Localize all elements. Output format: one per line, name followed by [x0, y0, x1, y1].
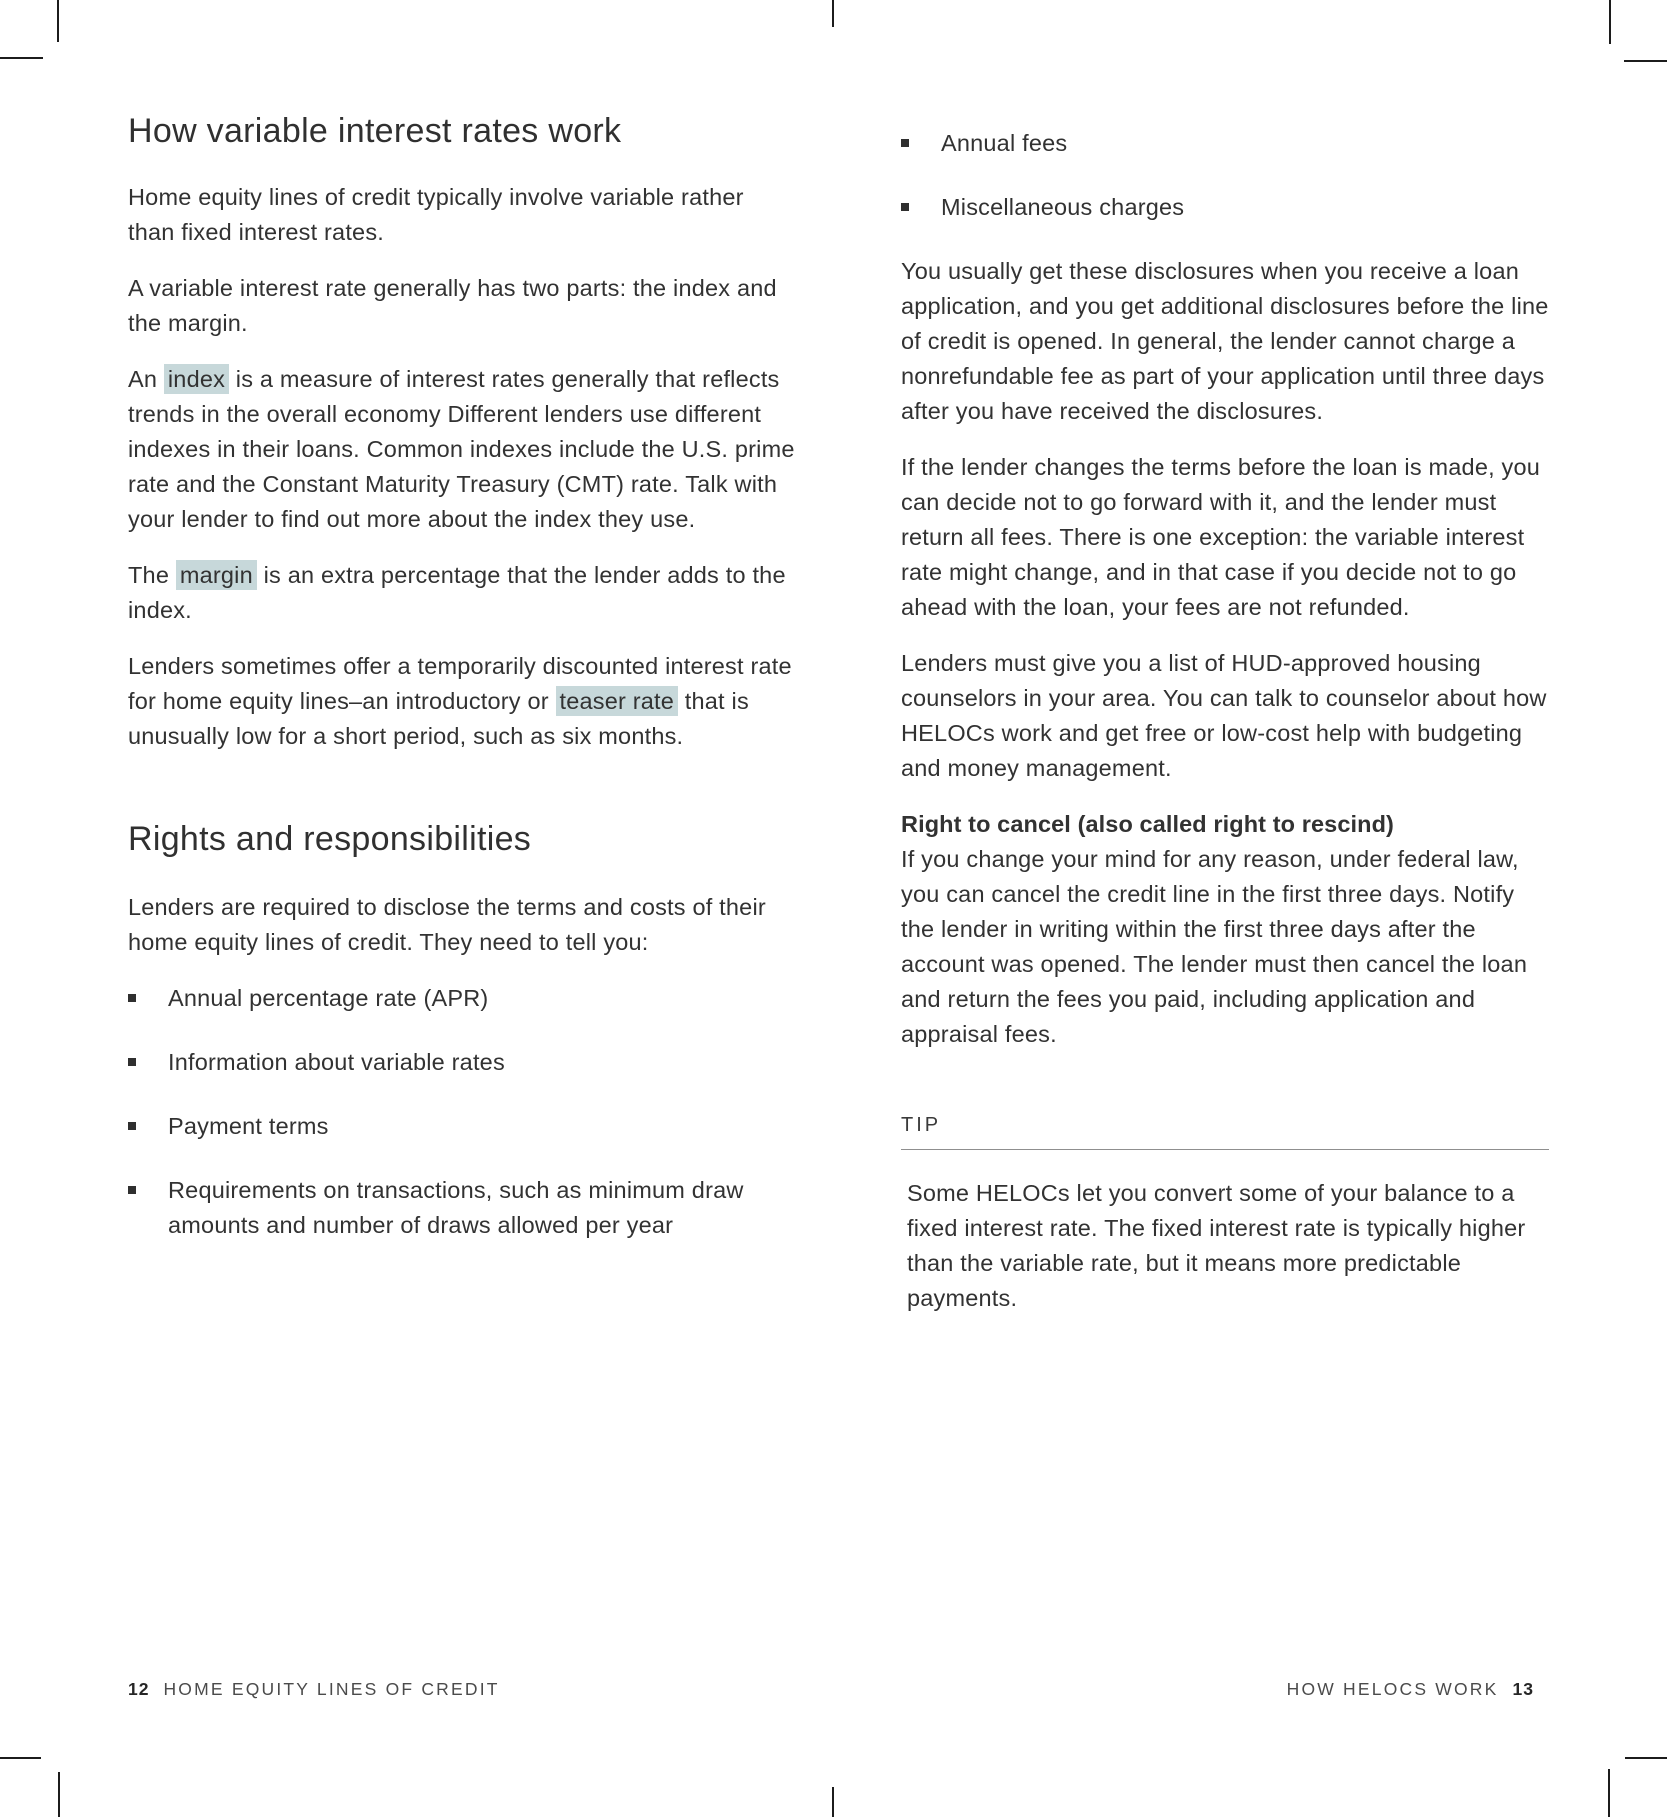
list-item-label: Information about variable rates	[168, 1049, 505, 1075]
paragraph: If the lender changes the terms before the loan is made, you can decide not to go forward with it, and the lender must return all fees. There is one exception: the variable interest rate might change, and in that case if you decide not to go ahead with the loan, your fees are not refunded.	[901, 454, 1541, 620]
crop-mark-bottom-right-horizontal	[1625, 1757, 1667, 1759]
tip-paragraph: Some HELOCs let you convert some of your balance to a fixed interest rate. The fixed interest rate is typically higher than the variable rate, but it means more predictable payments.	[907, 1180, 1526, 1311]
paragraph-with-highlight	[128, 362, 796, 537]
list-item	[128, 1109, 796, 1144]
square-bullet-icon	[901, 203, 909, 211]
text-run: Lenders sometimes offer a temporarily discounted interest rate for home equity lines–an introductory or	[128, 653, 792, 714]
square-bullet-icon	[128, 1186, 136, 1194]
crop-mark-top-right-horizontal	[1624, 60, 1667, 62]
footer-right-title: HOW HELOCS WORK	[1286, 1679, 1499, 1699]
highlighted-term-teaser-rate: teaser rate	[556, 686, 679, 716]
text-run: is a measure of interest rates generally that reflects trends in the overall economy Different lenders use different indexes in their loans. Common indexes include the U.S. prime rate and the Constant Maturity Treasury (CMT) rate. Talk with your lender to find out more about the index they use.	[128, 366, 795, 532]
square-bullet-icon	[128, 1122, 136, 1130]
paragraph-with-highlight	[128, 558, 796, 628]
paragraph: You usually get these disclosures when you receive a loan application, and you get additional disclosures before the line of credit is opened. In general, the lender cannot charge a nonrefundable fee as part of your application until three days after you have received the disclosures.	[901, 258, 1549, 424]
tip-divider	[901, 1149, 1549, 1150]
list-item	[901, 190, 1549, 225]
section-heading-rights: Rights and responsibilities	[128, 820, 532, 858]
highlighted-term-margin: margin	[176, 560, 257, 590]
list-item-label: Requirements on transactions, such as minimum draw amounts and number of draws allowed per year	[168, 1177, 744, 1238]
crop-mark-top-left-horizontal	[0, 57, 43, 59]
left-column	[128, 108, 796, 1272]
list-item	[128, 981, 796, 1016]
list-item-label: Miscellaneous charges	[941, 194, 1185, 220]
paragraph: A variable interest rate generally has two parts: the index and the margin.	[128, 275, 777, 336]
right-to-cancel-block	[901, 807, 1549, 1052]
footer-left	[128, 1679, 500, 1700]
crop-mark-top-left-vertical	[57, 0, 59, 42]
crop-mark-bottom-center	[832, 1787, 834, 1817]
page-footer	[128, 1679, 1534, 1700]
paragraph: Home equity lines of credit typically involve variable rather than fixed interest rates.	[128, 184, 744, 245]
text-run: is an extra percentage that the lender adds to the index.	[128, 562, 786, 623]
list-item-label: Annual percentage rate (APR)	[168, 985, 489, 1011]
paragraph: Lenders must give you a list of HUD-approved housing counselors in your area. You can talk to counselor about how HELOCs work and get free or low-cost help with budgeting and money management.	[901, 650, 1547, 781]
text-run: The	[128, 562, 176, 588]
list-item-label: Annual fees	[941, 130, 1068, 156]
crop-mark-top-right-vertical	[1609, 0, 1611, 44]
section-heading-variable-rates: How variable interest rates work	[128, 112, 622, 150]
right-column	[901, 126, 1549, 1316]
text-run: that is unusually low for a short period, such as six months.	[128, 688, 749, 749]
list-item	[128, 1173, 796, 1243]
disclosure-list	[128, 981, 796, 1243]
right-to-cancel-body: If you change your mind for any reason, under federal law, you can cancel the credit line in the first three days. Notify the lender in writing within the first three days after the account was opened. The lender must then cancel the loan and return the fees you paid, including application and appraisal fees.	[901, 846, 1528, 1047]
square-bullet-icon	[128, 1058, 136, 1066]
crop-mark-bottom-left-horizontal	[0, 1757, 41, 1759]
footer-right	[1287, 1679, 1534, 1700]
square-bullet-icon	[128, 994, 136, 1002]
list-item	[128, 1045, 796, 1080]
text-run: An	[128, 366, 164, 392]
fees-list	[901, 126, 1549, 225]
right-to-cancel-heading: Right to cancel (also called right to rescind)	[901, 811, 1394, 837]
paragraph-with-highlight	[128, 649, 796, 754]
list-item-label: Payment terms	[168, 1113, 329, 1139]
footer-left-title: HOME EQUITY LINES OF CREDIT	[163, 1679, 500, 1699]
tip-box	[901, 1114, 1549, 1316]
square-bullet-icon	[901, 139, 909, 147]
page-number-right: 13	[1512, 1679, 1534, 1699]
list-item	[901, 126, 1549, 161]
paragraph: Lenders are required to disclose the terms and costs of their home equity lines of credit. They need to tell you:	[128, 894, 766, 955]
page-number-left: 12	[128, 1679, 150, 1699]
crop-mark-top-center	[832, 0, 834, 27]
crop-mark-bottom-left-vertical	[58, 1772, 60, 1817]
crop-mark-bottom-right-vertical	[1608, 1769, 1610, 1817]
tip-label: TIP	[901, 1114, 942, 1136]
highlighted-term-index: index	[164, 364, 229, 394]
